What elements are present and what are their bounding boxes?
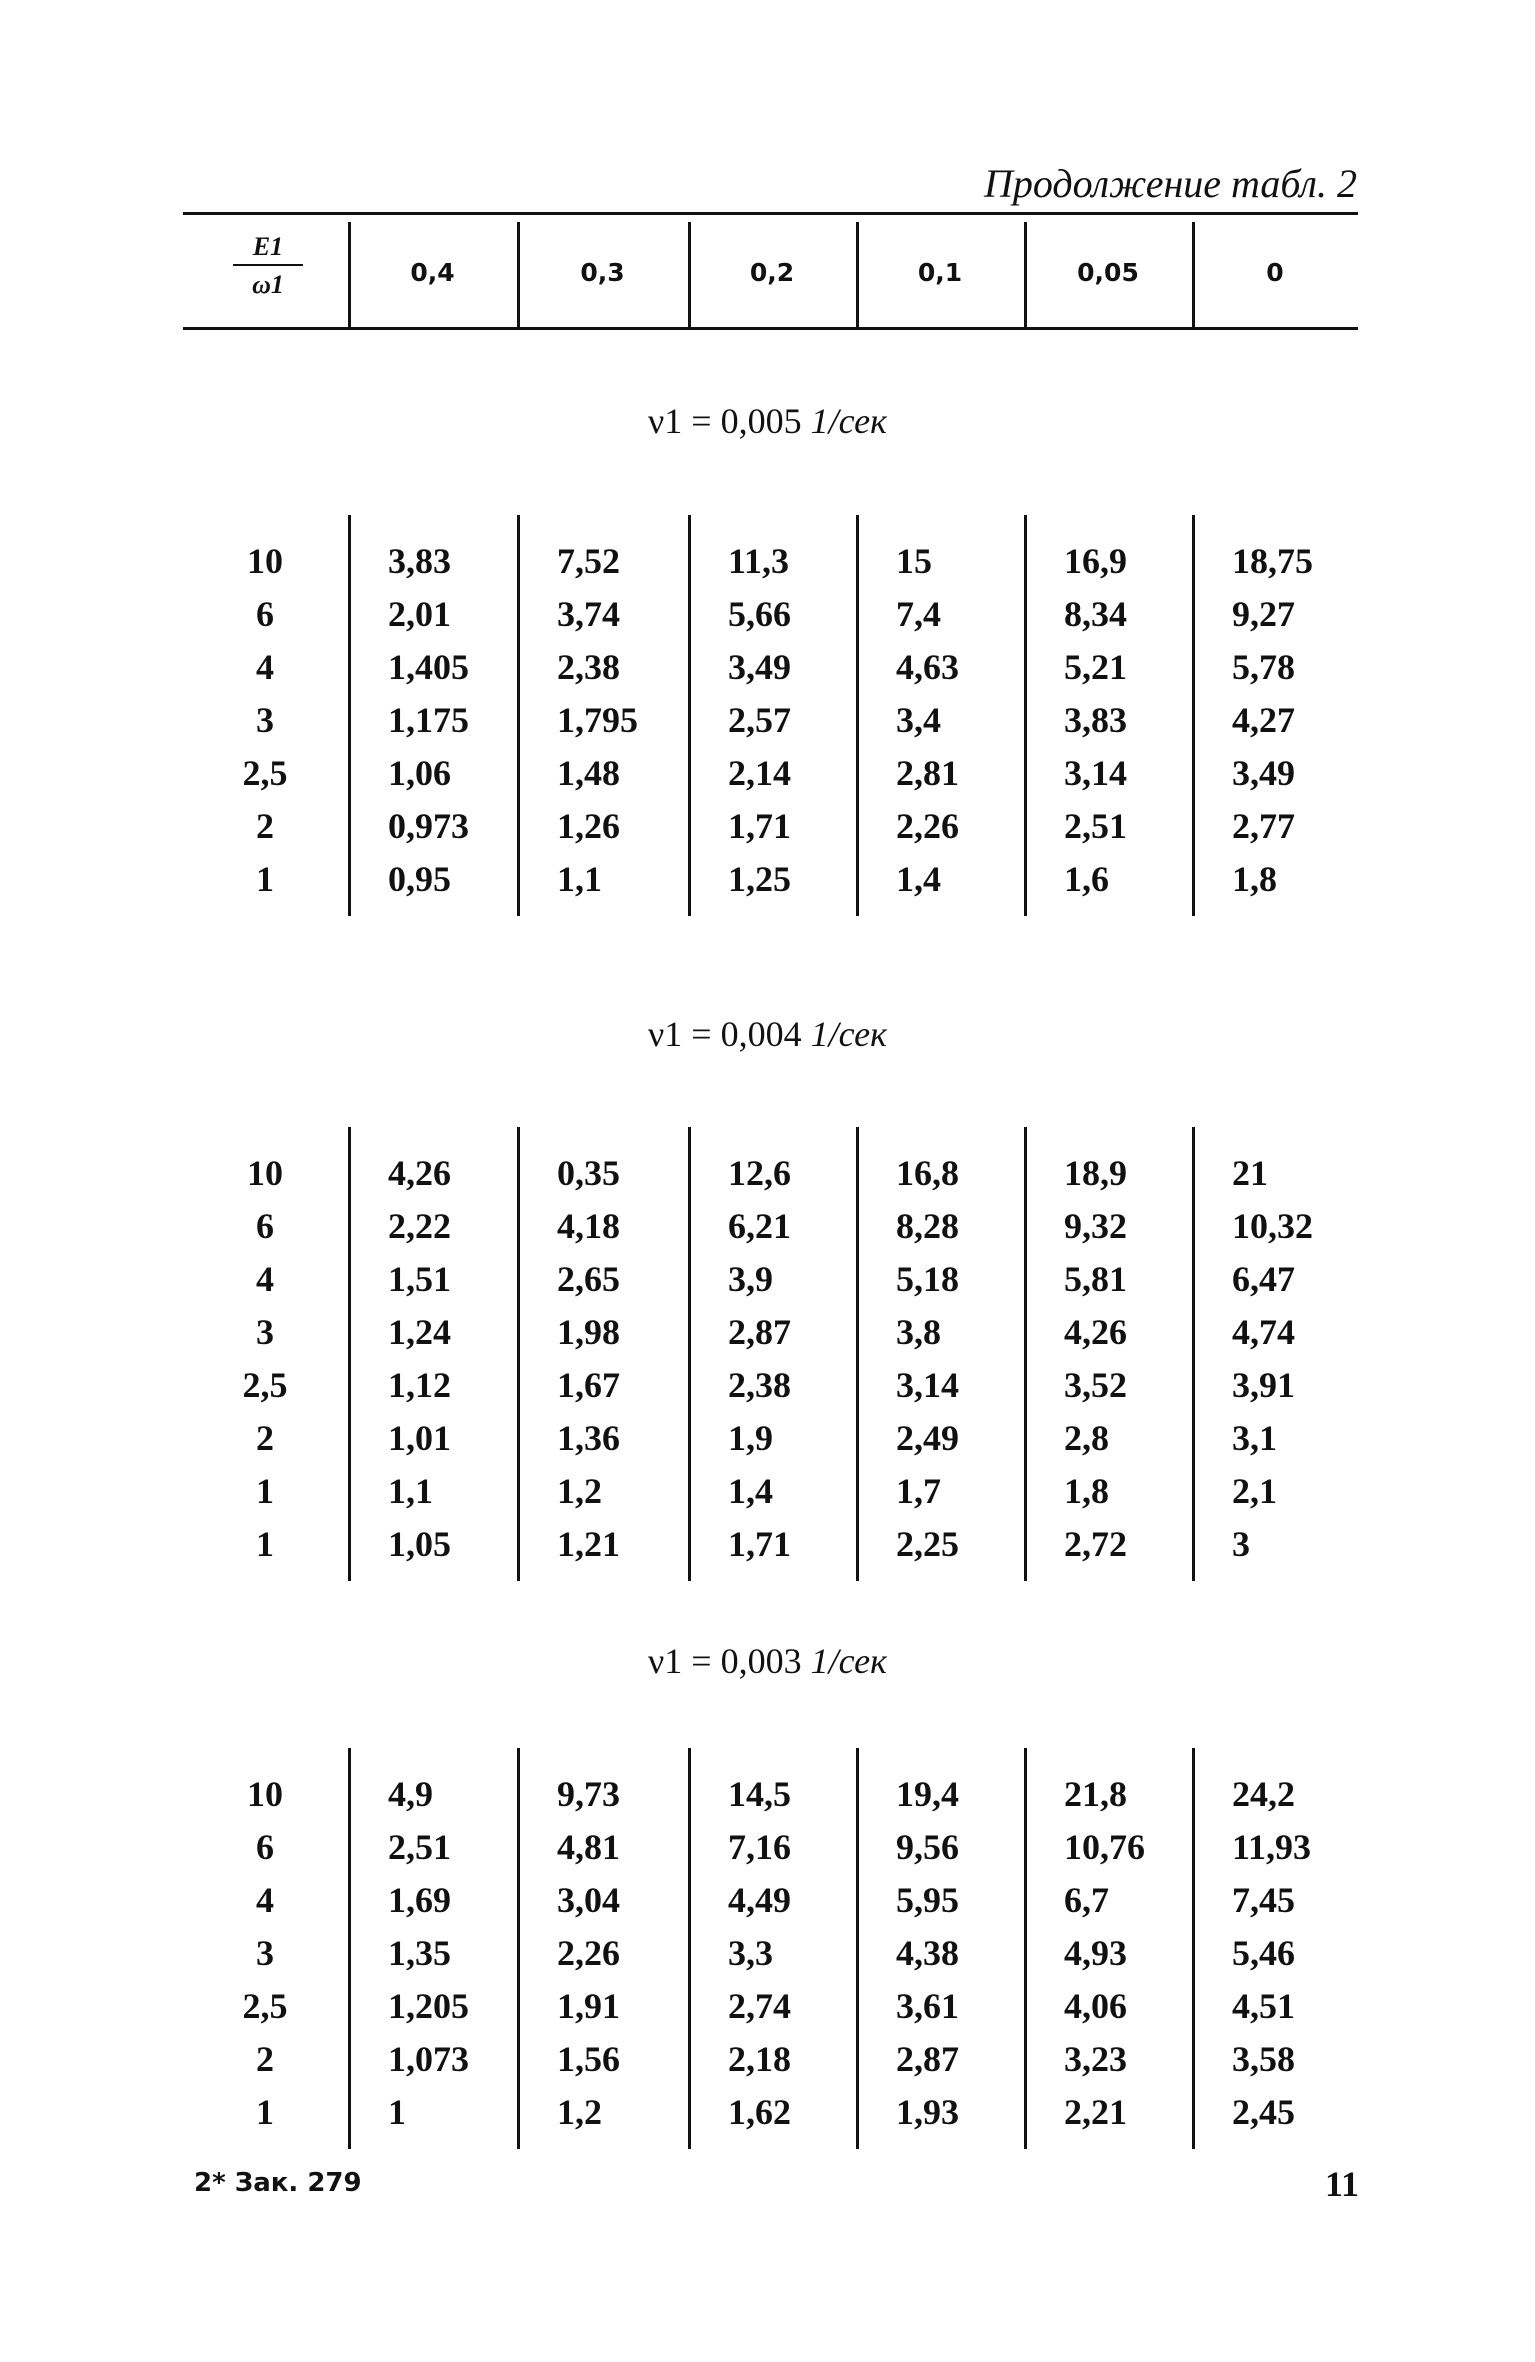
table-cell: 4,38 <box>896 1933 959 1973</box>
table-cell: 2,65 <box>557 1259 620 1299</box>
table-cell: 5,18 <box>896 1259 959 1299</box>
table-cell: 7,52 <box>557 541 620 581</box>
table-cell: 1,48 <box>557 753 620 793</box>
table-row <box>0 588 1535 641</box>
table-row <box>0 1306 1535 1359</box>
row-label-cell: 6 <box>256 1206 274 1246</box>
table-cell: 4,51 <box>1232 1986 1295 2026</box>
section-title <box>0 1640 1535 1682</box>
table-cell: 11,3 <box>728 541 790 581</box>
row-label-cell: 1 <box>256 1471 274 1511</box>
table-cell: 1,06 <box>388 753 451 793</box>
fraction-denominator: ω1 <box>252 270 284 299</box>
table-cell: 1,9 <box>728 1418 773 1458</box>
table-cell: 1,67 <box>557 1365 620 1405</box>
table-cell: 2,72 <box>1064 1524 1127 1564</box>
page-number: 11 <box>1325 2164 1360 2204</box>
row-label-cell: 4 <box>256 1259 274 1299</box>
table-cell: 0,973 <box>388 806 469 846</box>
table-cell: 5,21 <box>1064 647 1127 687</box>
table-cell: 1,2 <box>557 2092 602 2132</box>
table-cell: 2,26 <box>557 1933 620 1973</box>
table-cell: 9,32 <box>1064 1206 1127 1246</box>
table-cell: 10,76 <box>1064 1827 1145 1867</box>
table-cell: 3,91 <box>1232 1365 1295 1405</box>
table-cell: 2,81 <box>896 753 959 793</box>
table-cell: 5,81 <box>1064 1259 1127 1299</box>
table-cell: 19,4 <box>896 1774 959 1814</box>
header-column-label: 0,2 <box>749 257 795 287</box>
table-cell: 1,2 <box>557 1471 602 1511</box>
table-cell: 3,3 <box>728 1933 773 1973</box>
table-cell: 1,1 <box>388 1471 433 1511</box>
table-cell: 21,8 <box>1064 1774 1127 1814</box>
table-cell: 1,1 <box>557 859 602 899</box>
table-row <box>0 641 1535 694</box>
table-row <box>0 2086 1535 2139</box>
table-cell: 3,49 <box>1232 753 1295 793</box>
table-cell: 3,9 <box>728 1259 773 1299</box>
table-cell: 3,8 <box>896 1312 941 1352</box>
table-cell: 6,7 <box>1064 1880 1109 1920</box>
table-caption: Продолжение табл. 2 <box>983 161 1357 206</box>
table-row <box>0 1200 1535 1253</box>
table-cell: 9,27 <box>1232 594 1295 634</box>
section-title <box>0 1013 1535 1055</box>
table-cell: 1,175 <box>388 700 469 740</box>
table-cell: 12,6 <box>728 1153 791 1193</box>
table-cell: 2,21 <box>1064 2092 1127 2132</box>
table-cell: 1 <box>388 2092 406 2132</box>
table-cell: 6,47 <box>1232 1259 1295 1299</box>
table-cell: 1,71 <box>728 1524 791 1564</box>
table-cell: 7,45 <box>1232 1880 1295 1920</box>
table-cell: 2,87 <box>896 2039 959 2079</box>
table-cell: 2,51 <box>388 1827 451 1867</box>
table-row <box>0 800 1535 853</box>
table-cell: 1,69 <box>388 1880 451 1920</box>
table-cell: 1,36 <box>557 1418 620 1458</box>
table-cell: 1,62 <box>728 2092 791 2132</box>
table-cell: 1,8 <box>1064 1471 1109 1511</box>
table-cell: 3,14 <box>1064 753 1127 793</box>
table-cell: 2,22 <box>388 1206 451 1246</box>
section-title-value: ν1 = 0,004 <box>648 1014 802 1054</box>
table-cell: 3,74 <box>557 594 620 634</box>
table-cell: 4,49 <box>728 1880 791 1920</box>
table-cell: 3,4 <box>896 700 941 740</box>
table-row <box>0 1518 1535 1571</box>
table-cell: 1,8 <box>1232 859 1277 899</box>
table-cell: 1,56 <box>557 2039 620 2079</box>
table-row <box>0 1821 1535 1874</box>
table-cell: 2,01 <box>388 594 451 634</box>
section-title-value: ν1 = 0,005 <box>648 401 802 441</box>
table-cell: 4,18 <box>557 1206 620 1246</box>
table-cell: 4,9 <box>388 1774 433 1814</box>
row-label-cell: 4 <box>256 1880 274 1920</box>
table-cell: 3,83 <box>1064 700 1127 740</box>
table-cell: 3,04 <box>557 1880 620 1920</box>
table-cell: 4,26 <box>388 1153 451 1193</box>
fraction-label <box>233 232 303 300</box>
table-cell: 3,23 <box>1064 2039 1127 2079</box>
header-column-label: 0,4 <box>410 257 455 287</box>
header-row-label <box>183 232 348 322</box>
table-cell: 1,93 <box>896 2092 959 2132</box>
table-cell: 1,05 <box>388 1524 451 1564</box>
table-cell: 4,27 <box>1232 700 1295 740</box>
table-cell: 3,1 <box>1232 1418 1277 1458</box>
table-cell: 4,06 <box>1064 1986 1127 2026</box>
table-cell: 7,4 <box>896 594 941 634</box>
row-label-cell: 1 <box>256 859 274 899</box>
table-cell: 1,4 <box>728 1471 773 1511</box>
table-cell: 5,95 <box>896 1880 959 1920</box>
table-cell: 16,8 <box>896 1153 959 1193</box>
section-title-unit: 1/сек <box>810 401 887 441</box>
table-cell: 1,21 <box>557 1524 620 1564</box>
table-cell: 2,51 <box>1064 806 1127 846</box>
table-cell: 2,8 <box>1064 1418 1109 1458</box>
table-cell: 0,95 <box>388 859 451 899</box>
table-cell: 2,45 <box>1232 2092 1295 2132</box>
row-label-cell: 2 <box>256 806 274 846</box>
row-label-cell: 6 <box>256 594 274 634</box>
table-cell: 15 <box>896 541 932 581</box>
table-cell: 8,34 <box>1064 594 1127 634</box>
table-cell: 1,98 <box>557 1312 620 1352</box>
row-label-cell: 2 <box>256 2039 274 2079</box>
table-cell: 2,1 <box>1232 1471 1277 1511</box>
table-cell: 1,795 <box>557 700 638 740</box>
table-row <box>0 2033 1535 2086</box>
table-cell: 7,16 <box>728 1827 791 1867</box>
table-row <box>0 1874 1535 1927</box>
table-cell: 1,01 <box>388 1418 451 1458</box>
table-cell: 1,12 <box>388 1365 451 1405</box>
table-cell: 3,49 <box>728 647 791 687</box>
table-cell: 5,66 <box>728 594 791 634</box>
table-cell: 5,78 <box>1232 647 1295 687</box>
table-cell: 2,49 <box>896 1418 959 1458</box>
table-cell: 2,77 <box>1232 806 1295 846</box>
table-cell: 2,25 <box>896 1524 959 1564</box>
table-cell: 3,52 <box>1064 1365 1127 1405</box>
header-bottom-rule <box>183 327 1358 330</box>
row-label-cell: 2,5 <box>242 753 288 793</box>
table-cell: 3,61 <box>896 1986 959 2026</box>
table-cell: 3 <box>1232 1524 1250 1564</box>
row-label-cell: 3 <box>256 1312 274 1352</box>
table-cell: 2,87 <box>728 1312 791 1352</box>
table-cell: 4,63 <box>896 647 959 687</box>
header-column-label: 0,05 <box>1077 257 1139 287</box>
row-label-cell: 2,5 <box>242 1986 288 2026</box>
table-cell: 2,14 <box>728 753 791 793</box>
table-cell: 24,2 <box>1232 1774 1295 1814</box>
table-cell: 16,9 <box>1064 541 1127 581</box>
table-cell: 1,25 <box>728 859 791 899</box>
row-label-cell: 1 <box>256 2092 274 2132</box>
table-cell: 9,73 <box>557 1774 620 1814</box>
table-cell: 9,56 <box>896 1827 959 1867</box>
table-cell: 18,75 <box>1232 541 1313 581</box>
row-label-cell: 10 <box>247 541 283 581</box>
table-cell: 2,38 <box>557 647 620 687</box>
table-cell: 2,38 <box>728 1365 791 1405</box>
table-cell: 18,9 <box>1064 1153 1127 1193</box>
table-cell: 1,073 <box>388 2039 469 2079</box>
row-label-cell: 6 <box>256 1827 274 1867</box>
row-label-cell: 1 <box>256 1524 274 1564</box>
section-title <box>0 400 1535 442</box>
table-cell: 1,405 <box>388 647 469 687</box>
table-cell: 0,35 <box>557 1153 620 1193</box>
fraction-numerator: E1 <box>252 232 284 261</box>
row-label-cell: 10 <box>247 1153 283 1193</box>
table-cell: 14,5 <box>728 1774 791 1814</box>
table-cell: 4,81 <box>557 1827 620 1867</box>
table-row <box>0 1927 1535 1980</box>
table-row <box>0 1147 1535 1200</box>
table-row <box>0 1465 1535 1518</box>
table-cell: 2,18 <box>728 2039 791 2079</box>
fraction-bar <box>233 264 303 266</box>
table-cell: 4,26 <box>1064 1312 1127 1352</box>
header-top-rule <box>183 212 1358 215</box>
table-cell: 6,21 <box>728 1206 791 1246</box>
table-cell: 1,51 <box>388 1259 451 1299</box>
table-cell: 1,35 <box>388 1933 451 1973</box>
table-cell: 8,28 <box>896 1206 959 1246</box>
table-cell: 5,46 <box>1232 1933 1295 1973</box>
table-cell: 1,6 <box>1064 859 1109 899</box>
table-row <box>0 1980 1535 2033</box>
table-cell: 1,4 <box>896 859 941 899</box>
table-cell: 3,58 <box>1232 2039 1295 2079</box>
header-column-label: 0,3 <box>580 257 625 287</box>
table-cell: 2,26 <box>896 806 959 846</box>
table-cell: 3,14 <box>896 1365 959 1405</box>
section-title-unit: 1/сек <box>810 1014 887 1054</box>
table-row <box>0 747 1535 800</box>
footer-print-mark: 2* Зак. 279 <box>194 2168 362 2198</box>
table-row <box>0 535 1535 588</box>
table-row <box>0 1768 1535 1821</box>
table-cell: 11,93 <box>1232 1827 1312 1867</box>
row-label-cell: 3 <box>256 1933 274 1973</box>
header-column-label: 0,1 <box>917 257 963 287</box>
table-cell: 1,91 <box>557 1986 620 2026</box>
table-cell: 3,83 <box>388 541 451 581</box>
table-cell: 2,57 <box>728 700 791 740</box>
header-column-label: 0 <box>1266 257 1284 287</box>
table-row <box>0 1359 1535 1412</box>
table-cell: 2,74 <box>728 1986 791 2026</box>
section-title-value: ν1 = 0,003 <box>648 1641 802 1681</box>
row-label-cell: 2 <box>256 1418 274 1458</box>
table-cell: 10,32 <box>1232 1206 1313 1246</box>
table-cell: 4,74 <box>1232 1312 1295 1352</box>
row-label-cell: 4 <box>256 647 274 687</box>
table-cell: 1,7 <box>896 1471 941 1511</box>
table-cell: 1,71 <box>728 806 791 846</box>
section-title-unit: 1/сек <box>810 1641 887 1681</box>
table-row <box>0 853 1535 906</box>
table-cell: 4,93 <box>1064 1933 1127 1973</box>
table-cell: 1,26 <box>557 806 620 846</box>
table-row <box>0 1253 1535 1306</box>
table-row <box>0 694 1535 747</box>
table-cell: 1,205 <box>388 1986 469 2026</box>
row-label-cell: 3 <box>256 700 274 740</box>
row-label-cell: 2,5 <box>242 1365 288 1405</box>
table-cell: 1,24 <box>388 1312 451 1352</box>
row-label-cell: 10 <box>247 1774 283 1814</box>
table-row <box>0 1412 1535 1465</box>
table-cell: 21 <box>1232 1153 1268 1193</box>
